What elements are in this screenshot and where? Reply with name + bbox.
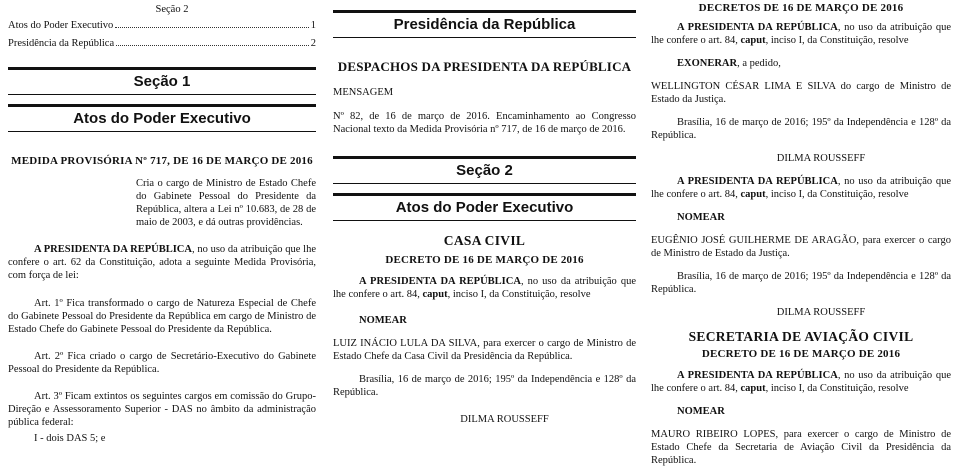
column-left (8, 0, 316, 444)
toc-item-page: 1 (310, 20, 316, 31)
preamble-caput: caput (740, 35, 766, 46)
section-1-banner: Seção 1 (8, 67, 316, 95)
toc-item-label: Presidência da República (8, 38, 115, 49)
mp-preamble (8, 243, 316, 282)
preamble-bold: A PRESIDENTA DA REPÚBLICA (34, 244, 192, 255)
mp-title: MEDIDA PROVISÓRIA Nº 717, DE 16 DE MARÇO DE 2016 (11, 155, 313, 167)
nomear-text-justica: EUGÊNIO JOSÉ GUILHERME DE ARAGÃO, para exercer o cargo de Ministro de Estado da Justiça. (651, 235, 951, 259)
casa-civil-heading: CASA CIVIL (443, 233, 526, 248)
toc-leader-dots (116, 45, 309, 46)
decreto-title: DECRETO DE 16 DE MARÇO DE 2016 (385, 254, 584, 266)
toc-item-page: 2 (310, 38, 316, 49)
toc-leader-dots (115, 27, 308, 28)
acts-executive-banner: Atos do Poder Executivo (8, 104, 316, 132)
date-place: Brasília, 16 de março de 2016; 195º da Independência e 128º da República. (333, 374, 636, 398)
preamble-bold: A PRESIDENTA DA REPÚBLICA (677, 176, 838, 187)
preamble-text: , no uso da atribuição que lhe confere o art. 84, (651, 370, 951, 394)
preamble-caput: caput (740, 383, 766, 394)
signature-2: DILMA ROUSSEFF (776, 307, 866, 318)
article-2: Art. 2º Fica criado o cargo de Secretário-Executivo do Gabinete Pessoal do Presidente da República. (8, 351, 316, 375)
date-place-1: Brasília, 16 de março de 2016; 195º da Independência e 128º da República. (651, 117, 951, 141)
mensagem-label: MENSAGEM (333, 87, 394, 98)
nomear-label-1: NOMEAR (677, 212, 725, 223)
decreto-preamble-2 (651, 175, 951, 201)
nomear-label: NOMEAR (359, 315, 407, 326)
preamble-bold: A PRESIDENTA DA REPÚBLICA (677, 370, 838, 381)
presidencia-banner: Presidência da República (333, 10, 636, 38)
nomear-text-aviacao: MAURO RIBEIRO LOPES, para exercer o cargo de Ministro de Estado Chefe da Secretaria de Aviação Civil da Presidência da República. (651, 429, 951, 466)
preamble-text: , no uso da atribuição que lhe confere o art. 84, (651, 176, 951, 200)
nomear-text: LUIZ INÁCIO LULA DA SILVA, para exercer o cargo de Ministro de Estado Chefe da Casa Civil da Presidência da República. (333, 338, 636, 362)
article-1: Art. 1º Fica transformado o cargo de Natureza Especial de Chefe do Gabinete Pessoal do Presidente da República em cargo de Ministro de Estado Chefe do Gabinete Pessoal do Presidente da República. (8, 298, 316, 335)
decretos-title: DECRETOS DE 16 DE MARÇO DE 2016 (698, 2, 904, 14)
preamble-text-end: , inciso I, da Constituição, resolve (447, 289, 591, 300)
preamble-text: , no uso da atribuição que lhe confere o art. 84, (651, 22, 951, 46)
toc-item-label: Atos do Poder Executivo (8, 20, 114, 31)
preamble-bold: A PRESIDENTA DA REPÚBLICA (677, 22, 838, 33)
column-right (651, 0, 951, 466)
preamble-text: , no uso da atribuição que lhe confere o art. 62 da Constituição, adota a seguinte Medida Provisória, com força de lei: (8, 244, 316, 281)
toc-heading: Seção 2 (155, 4, 189, 15)
column-middle (333, 0, 636, 440)
signature-1: DILMA ROUSSEFF (776, 153, 866, 164)
decreto-preamble-1 (651, 21, 951, 47)
exonerar-text: WELLINGTON CÉSAR LIMA E SILVA do cargo de Ministro de Estado da Justiça. (651, 81, 951, 105)
toc-item-presidencia[interactable] (8, 37, 316, 50)
preamble-text: , no uso da atribuição que lhe confere o art. 84, (333, 276, 636, 300)
mp-summary: Cria o cargo de Ministro de Estado Chefe do Gabinete Pessoal do Presidente da República, altera a Lei nº 10.683, de 28 de maio de 2003, e dá outras providências. (136, 178, 316, 228)
mensagem-text: Nº 82, de 16 de março de 2016. Encaminhamento ao Congresso Nacional texto da Medida Provisória nº 717, de 16 de março de 2016. (333, 111, 636, 135)
section-2-banner: Seção 2 (333, 156, 636, 184)
article-3: Art. 3º Ficam extintos os seguintes cargos em comissão do Grupo-Direção e Assessoramento Superior - DAS no âmbito da administração pública federal: (8, 391, 316, 428)
preamble-text-end: , inciso I, da Constituição, resolve (765, 383, 909, 394)
exonerar-suffix: , a pedido, (737, 58, 781, 69)
despachos-title: DESPACHOS DA PRESIDENTA DA REPÚBLICA (337, 59, 632, 74)
decreto-preamble-3 (651, 369, 951, 395)
preamble-text-end: , inciso I, da Constituição, resolve (765, 35, 909, 46)
decreto-title-aviacao: DECRETO DE 16 DE MARÇO DE 2016 (701, 348, 901, 360)
date-place-2: Brasília, 16 de março de 2016; 195º da Independência e 128º da República. (651, 271, 951, 295)
table-of-contents (8, 0, 316, 50)
decreto-preamble (333, 275, 636, 301)
exonerar-label: EXONERAR (677, 58, 738, 69)
acts-executive-banner-2: Atos do Poder Executivo (333, 193, 636, 221)
preamble-caput: caput (740, 189, 766, 200)
preamble-caput: caput (422, 289, 448, 300)
signature: DILMA ROUSSEFF (460, 414, 549, 425)
exonerar-line (651, 57, 951, 70)
preamble-text-end: , inciso I, da Constituição, resolve (765, 189, 909, 200)
nomear-label-2: NOMEAR (677, 406, 725, 417)
article-3-item-1: I - dois DAS 5; e (34, 433, 106, 444)
preamble-bold: A PRESIDENTA DA REPÚBLICA (359, 276, 521, 287)
toc-item-atos[interactable] (8, 19, 316, 32)
aviacao-heading: SECRETARIA DE AVIAÇÃO CIVIL (688, 329, 914, 344)
